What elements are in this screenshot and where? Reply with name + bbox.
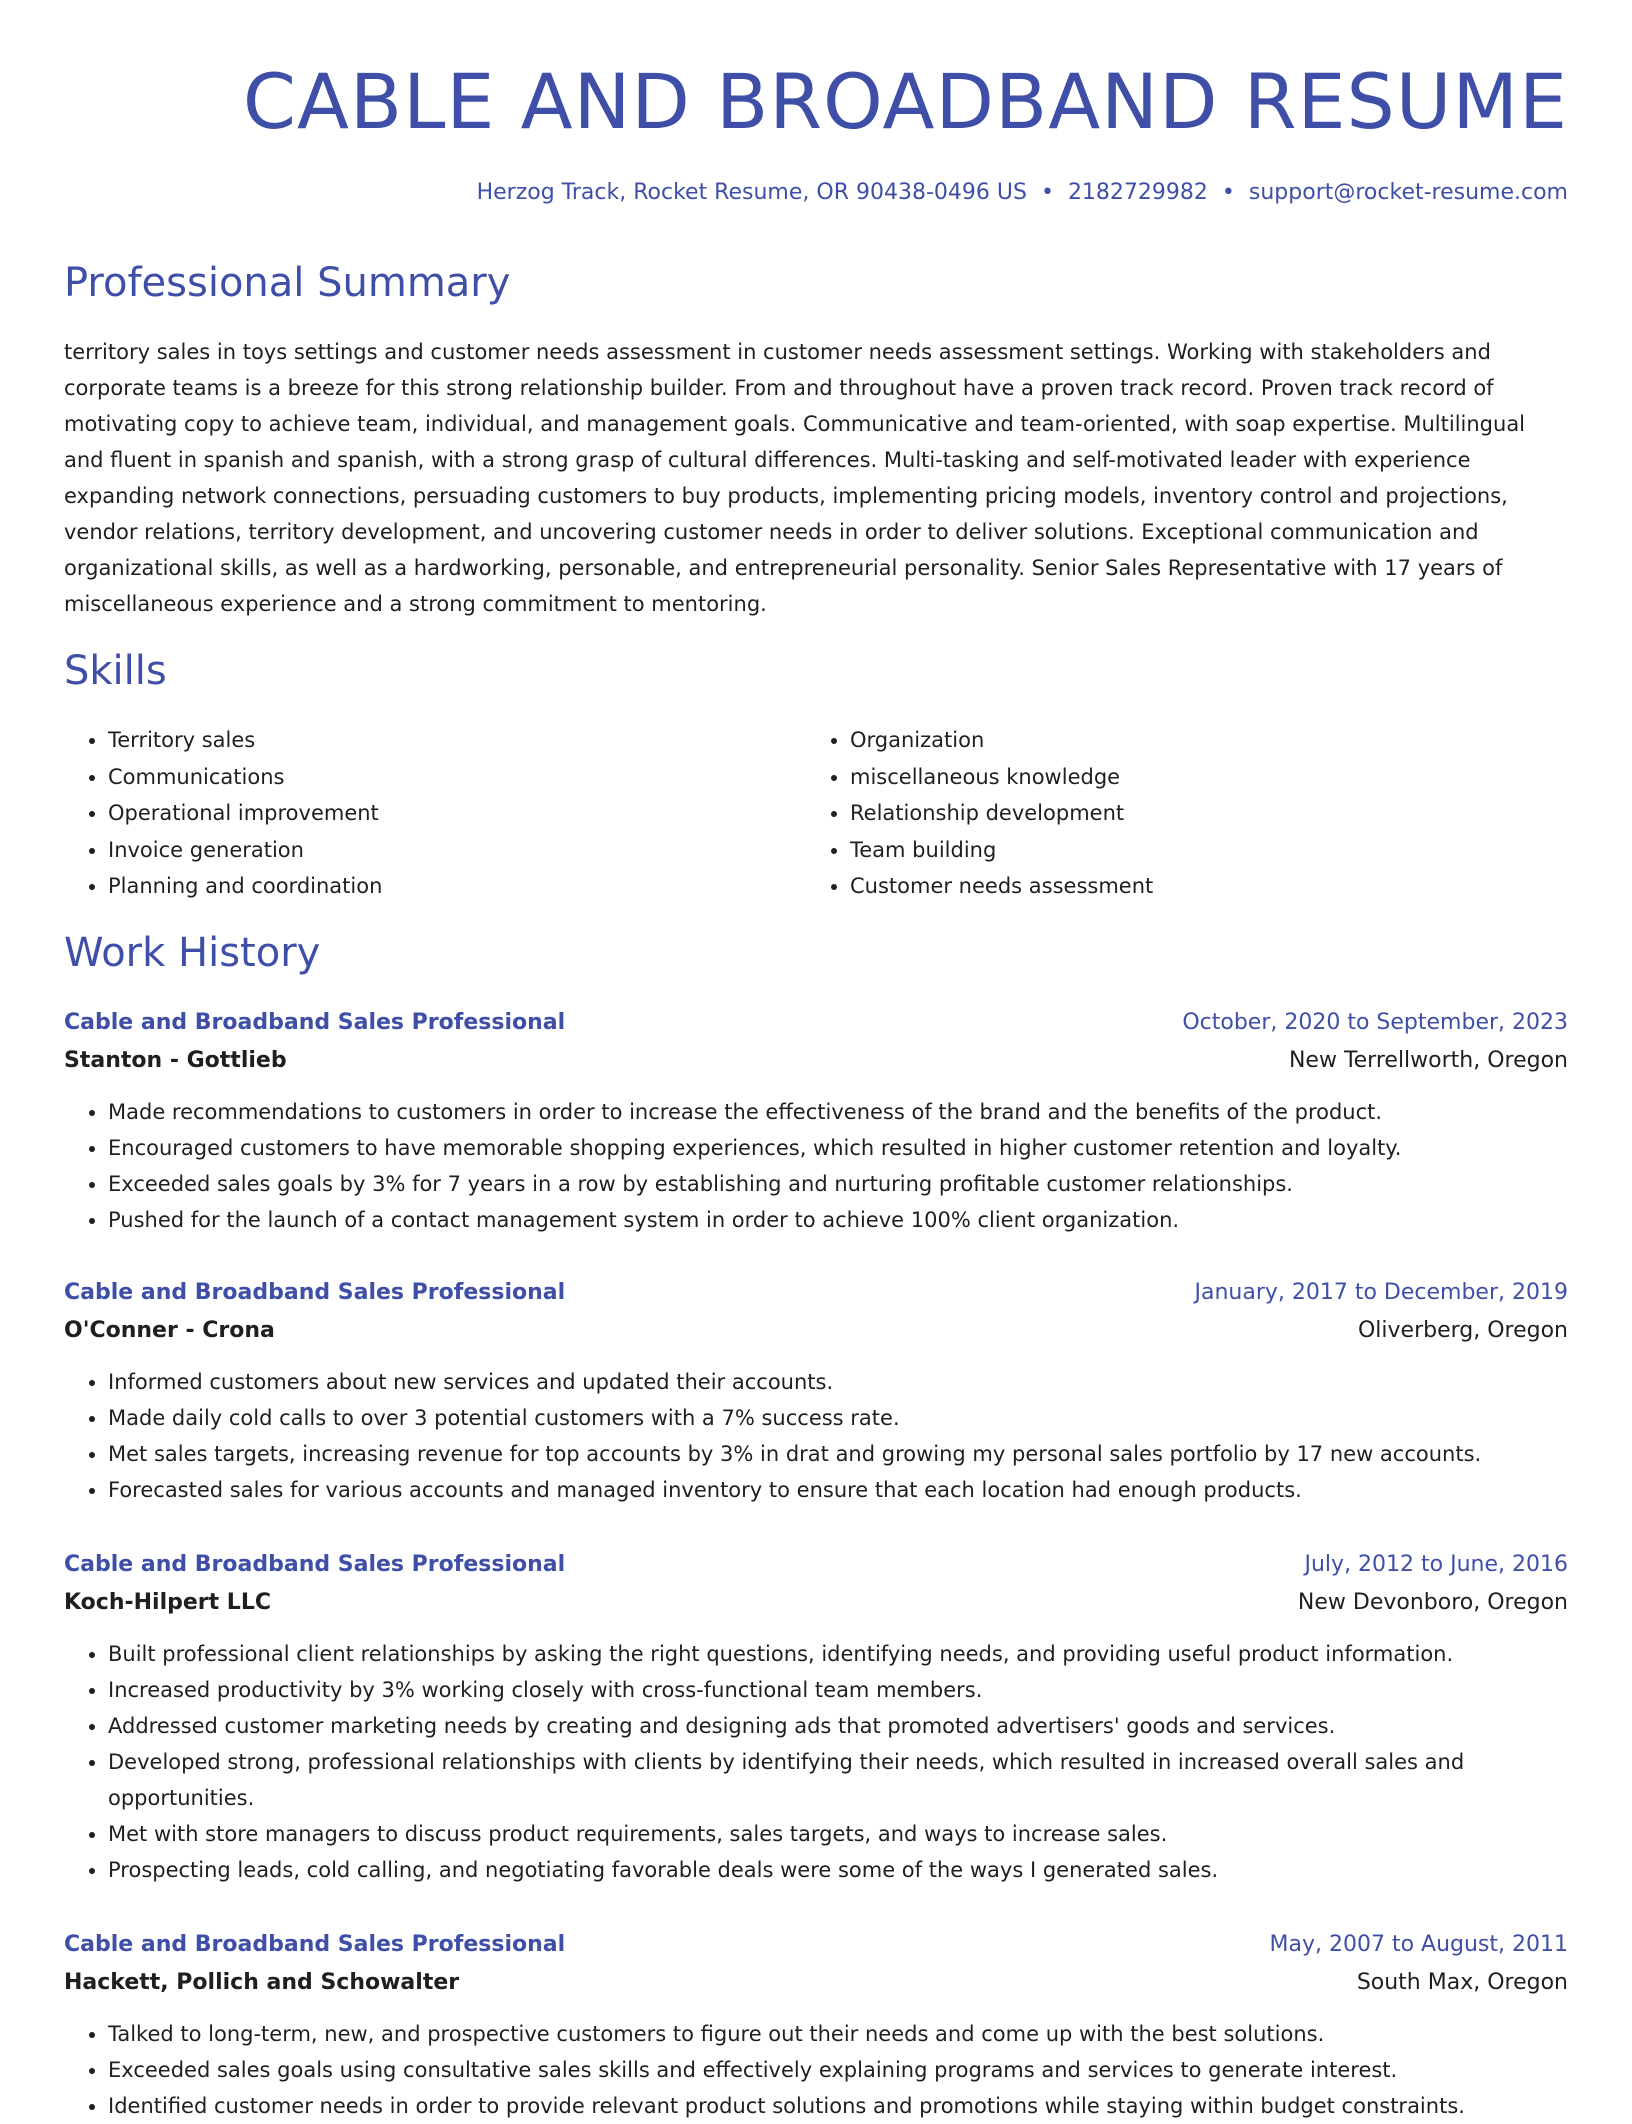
job-company-row	[64, 1584, 1568, 1622]
job-bullets	[64, 2016, 1568, 2124]
skill-item: • Relationship development	[850, 795, 1548, 832]
job-bullet: • Developed strong, professional relationships with clients by identifying their needs, which resulted in increased overall sales and opportunities.	[108, 1744, 1568, 1816]
job-title: Cable and Broadband Sales Professional	[64, 1010, 566, 1035]
job-location: Oliverberg, Oregon	[1357, 1318, 1568, 1343]
job-title: Cable and Broadband Sales Professional	[64, 1552, 566, 1577]
job-bullets	[64, 1636, 1568, 1888]
skills-heading: Skills	[64, 648, 167, 694]
work-history-heading: Work History	[64, 930, 321, 976]
skill-item: • Territory sales	[108, 722, 806, 759]
job-bullet: • Prospecting leads, cold calling, and negotiating favorable deals were some of the ways I generated sales.	[108, 1852, 1568, 1888]
skill-item: • Operational improvement	[108, 795, 806, 832]
job-bullet: • Made daily cold calls to over 3 potential customers with a 7% success rate.	[108, 1400, 1568, 1436]
skill-item: • Organization	[850, 722, 1548, 759]
skills-column-right	[806, 722, 1548, 905]
job-header-row	[64, 1274, 1568, 1312]
job-company: Koch-Hilpert LLC	[64, 1590, 271, 1615]
job-bullet: • Exceeded sales goals by 3% for 7 years in a row by establishing and nurturing profitable customer relationships.	[108, 1166, 1568, 1202]
job-bullet: • Built professional client relationships by asking the right questions, identifying needs, and providing useful product information.	[108, 1636, 1568, 1672]
job-location: New Devonboro, Oregon	[1297, 1590, 1568, 1615]
job-bullet: • Increased productivity by 3% working closely with cross-functional team members.	[108, 1672, 1568, 1708]
job-location: South Max, Oregon	[1356, 1970, 1568, 1995]
job-bullet: • Encouraged customers to have memorable shopping experiences, which resulted in higher customer retention and loyalty.	[108, 1130, 1568, 1166]
skill-item: • Team building	[850, 832, 1548, 869]
job-company-row	[64, 1312, 1568, 1350]
job-bullet: • Talked to long-term, new, and prospective customers to figure out their needs and come up with the best solutions.	[108, 2016, 1568, 2052]
contact-separator: •	[1221, 180, 1235, 205]
job-company: Stanton - Gottlieb	[64, 1048, 287, 1073]
job-dates: January, 2017 to December, 2019	[1194, 1280, 1568, 1305]
job-bullet: • Addressed customer marketing needs by creating and designing ads that promoted advertisers' goods and services.	[108, 1708, 1568, 1744]
job-bullet: • Met sales targets, increasing revenue for top accounts by 3% in drat and growing my personal sales portfolio by 17 new accounts.	[108, 1436, 1568, 1472]
job-bullet: • Identified customer needs in order to provide relevant product solutions and promotions while staying within budget constraints.	[108, 2088, 1568, 2124]
job-bullets	[64, 1094, 1568, 1238]
job-location: New Terrellworth, Oregon	[1288, 1048, 1568, 1073]
job-company-row	[64, 1042, 1568, 1080]
job-header-row	[64, 1546, 1568, 1584]
contact-separator: •	[1040, 180, 1054, 205]
skills-column-left	[64, 722, 806, 905]
job-bullet: • Pushed for the launch of a contact management system in order to achieve 100% client organization.	[108, 1202, 1568, 1238]
job-company-row	[64, 1964, 1568, 2002]
job-dates: October, 2020 to September, 2023	[1182, 1010, 1568, 1035]
job-header-row	[64, 1004, 1568, 1042]
skill-item: • Communications	[108, 759, 806, 796]
resume-title: CABLE AND BROADBAND RESUME	[242, 57, 1568, 146]
job-dates: July, 2012 to June, 2016	[1304, 1552, 1568, 1577]
job-company: Hackett, Pollich and Schowalter	[64, 1970, 460, 1995]
summary-text: territory sales in toys settings and customer needs assessment in customer needs assessment settings. Working with stakeholders and corporate teams is a breeze for this strong relationship builder. From and throughout have a proven track record. Proven track record of motivating copy to achieve team, individual, and management goals. Communicative and team-oriented, with soap expertise. Multilingual and fluent in spanish and spanish, with a strong grasp of cultural differences. Multi-tasking and self-motivated leader with experience expanding network connections, persuading customers to buy products, implementing pricing models, inventory control and projections, vendor relations, territory development, and uncovering customer needs in order to deliver solutions. Exceptional communication and organizational skills, as well as a hardworking, personable, and entrepreneurial personality. Senior Sales Representative with 17 years of miscellaneous experience and a strong commitment to mentoring.	[64, 340, 1526, 616]
skill-item: • miscellaneous knowledge	[850, 759, 1548, 796]
skill-item: • Customer needs assessment	[850, 868, 1548, 905]
contact-email: support@rocket-resume.com	[1248, 180, 1568, 205]
job-title: Cable and Broadband Sales Professional	[64, 1932, 566, 1957]
job-entry	[64, 1546, 1568, 1888]
job-header-row	[64, 1926, 1568, 1964]
job-entry	[64, 1926, 1568, 2124]
job-entry	[64, 1004, 1568, 1238]
job-bullet: • Exceeded sales goals using consultative sales skills and effectively explaining programs and services to generate interest.	[108, 2052, 1568, 2088]
job-bullet: • Met with store managers to discuss product requirements, sales targets, and ways to increase sales.	[108, 1816, 1568, 1852]
skill-item: • Planning and coordination	[108, 868, 806, 905]
job-entry	[64, 1274, 1568, 1508]
contact-phone: 2182729982	[1067, 180, 1208, 205]
job-title: Cable and Broadband Sales Professional	[64, 1280, 566, 1305]
skills-list	[64, 722, 1568, 905]
job-dates: May, 2007 to August, 2011	[1269, 1932, 1568, 1957]
contact-address: Herzog Track, Rocket Resume, OR 90438-0496 US	[476, 180, 1027, 205]
job-company: O'Conner - Crona	[64, 1318, 275, 1343]
skill-item: • Invoice generation	[108, 832, 806, 869]
job-bullet: • Forecasted sales for various accounts and managed inventory to ensure that each location had enough products.	[108, 1472, 1568, 1508]
job-bullet: • Made recommendations to customers in order to increase the effectiveness of the brand and the benefits of the product.	[108, 1094, 1568, 1130]
job-bullets	[64, 1364, 1568, 1508]
summary-heading: Professional Summary	[64, 260, 511, 306]
contact-info	[477, 180, 1568, 205]
job-bullet: • Informed customers about new services and updated their accounts.	[108, 1364, 1568, 1400]
